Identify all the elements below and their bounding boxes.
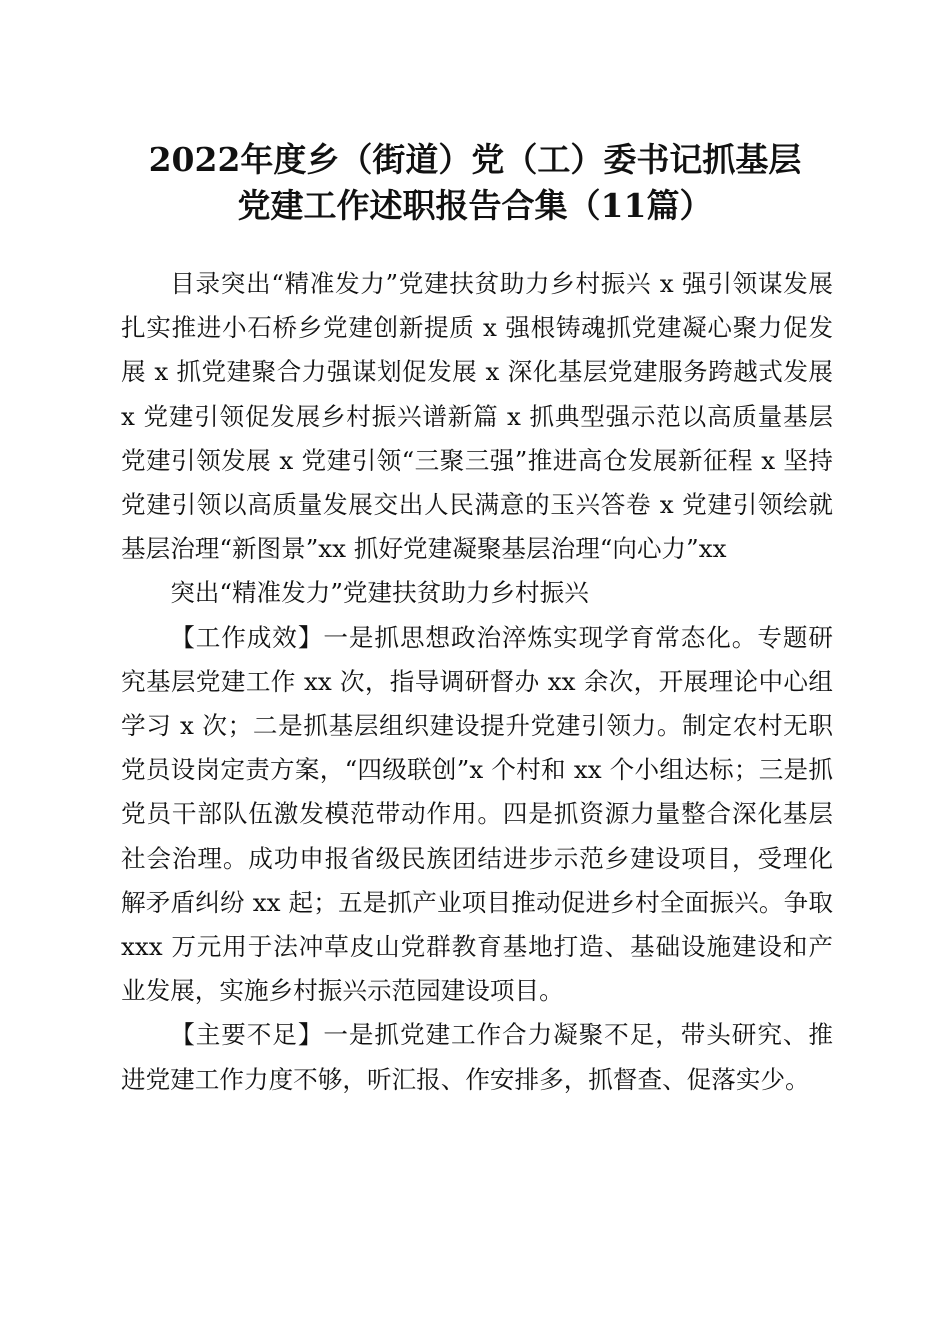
- document-title-line-1: 2022年度乡（街道）党（工）委书记抓基层: [148, 140, 802, 179]
- document-title-line-2: 党建工作述职报告合集（11篇）: [237, 186, 713, 225]
- shortcomings-paragraph: 【主要不足】一是抓党建工作合力凝聚不足，带头研究、推进党建工作力度不够，听汇报、作安排多，抓督查、促落实少。: [121, 1020, 833, 1094]
- table-of-contents-paragraph: 目录突出“精准发力”党建扶贫助力乡村振兴 x 强引领谋发展扎实推进小石桥乡党建创新提质 x 强根铸魂抓党建凝心聚力促发展 x 抓党建聚合力强谋划促发展 x 深化基层党建服务跨越式发展 x 党建引领促发展乡村振兴谱新篇 x 抓典型强示范以高质量基层党建引领发展 x 党建引领“三聚三强”推进高仓发展新征程 x 坚持党建引领以高质量发展交出人民满意的玉兴答卷 x 党建引领绘就基层治理“新图景”xx 抓好党建凝聚基层治理“向心力”xx: [121, 269, 833, 564]
- section-heading: 突出“精准发力”党建扶贫助力乡村振兴: [170, 578, 589, 608]
- document-body: [121, 262, 833, 1102]
- achievements-paragraph: 【工作成效】一是抓思想政治淬炼实现学育常态化。专题研究基层党建工作 xx 次，指导调研督办 xx 余次，开展理论中心组学习 x 次；二是抓基层组织建设提升党建引领力。制定农村无职党员设岗定责方案，“四级联创”x 个村和 xx 个小组达标；三是抓党员干部队伍激发模范带动作用。四是抓资源力量整合深化基层社会治理。成功申报省级民族团结进步示范乡建设项目，受理化解矛盾纠纷 xx 起；五是抓产业项目推动促进乡村全面振兴。争取 xxx 万元用于法冲草皮山党群教育基地打造、基础设施建设和产业发展，实施乡村振兴示范园建设项目。: [121, 622, 833, 1006]
